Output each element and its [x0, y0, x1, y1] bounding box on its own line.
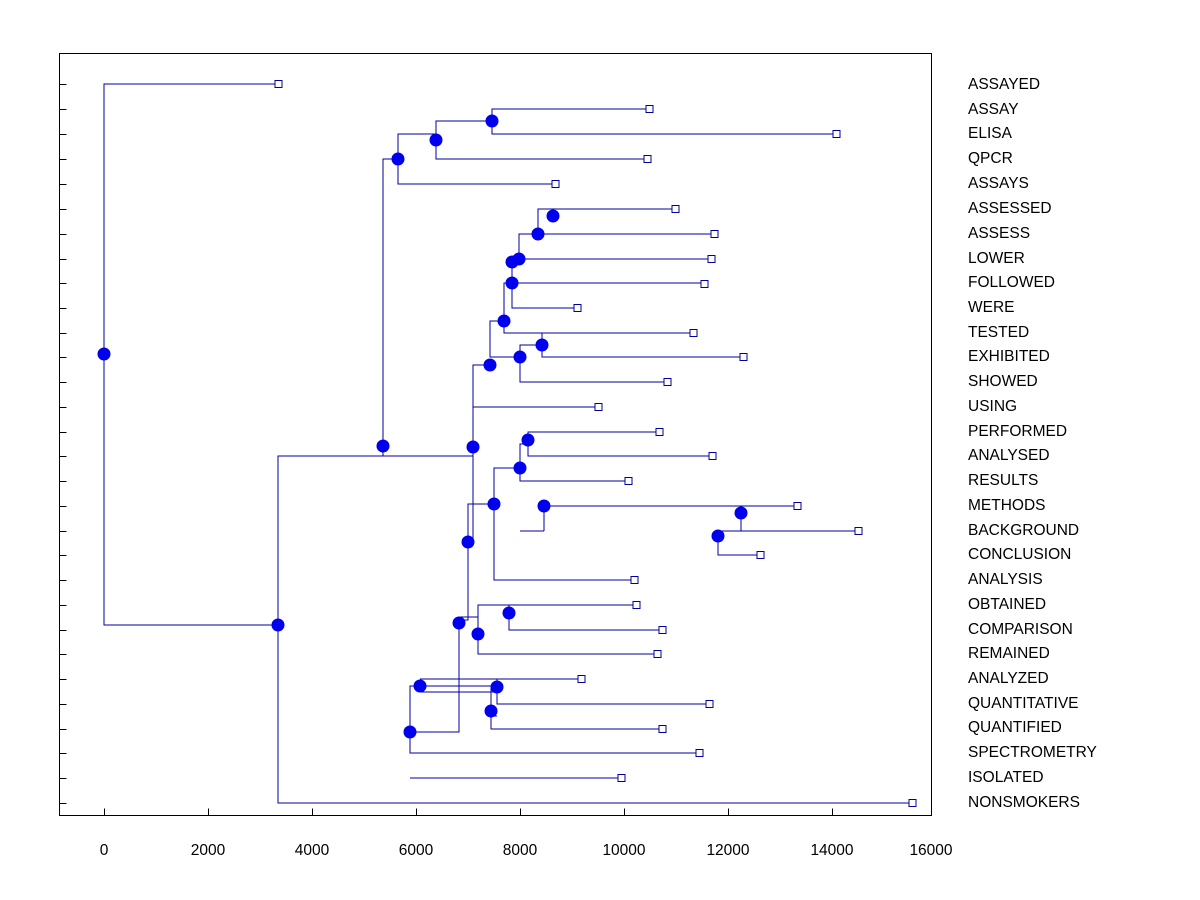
leaf-label-performed: PERFORMED — [968, 423, 1068, 440]
leaf-marker — [696, 750, 703, 757]
x-tick-label: 2000 — [190, 842, 226, 859]
leaf-label-spectrometry: SPECTROMETRY — [968, 744, 1097, 761]
merge-node — [392, 153, 405, 166]
leaf-marker — [574, 305, 581, 312]
merge-node — [538, 500, 551, 513]
x-tick-label: 12000 — [706, 842, 750, 859]
leaf-marker — [618, 775, 625, 782]
merge-node — [488, 498, 501, 511]
leaf-marker — [659, 627, 666, 634]
merge-node — [486, 115, 499, 128]
merge-node — [514, 462, 527, 475]
leaf-marker — [706, 701, 713, 708]
x-tick-label: 8000 — [502, 842, 538, 859]
merge-node — [272, 619, 285, 632]
leaf-marker — [708, 256, 715, 263]
leaf-label-isolated: ISOLATED — [968, 769, 1044, 786]
leaf-marker — [625, 478, 632, 485]
leaf-marker — [654, 651, 661, 658]
x-tick-label: 14000 — [810, 842, 854, 859]
leaf-marker — [701, 281, 708, 288]
leaf-marker — [578, 676, 585, 683]
merge-node — [414, 680, 427, 693]
leaf-marker — [656, 429, 663, 436]
leaf-label-assessed: ASSESSED — [968, 200, 1052, 217]
merge-node — [506, 277, 519, 290]
leaf-label-showed: SHOWED — [968, 373, 1038, 390]
merge-node — [472, 628, 485, 641]
leaf-marker — [833, 131, 840, 138]
merge-node — [467, 441, 480, 454]
leaf-label-using: USING — [968, 398, 1018, 415]
leaf-label-analysis: ANALYSIS — [968, 571, 1043, 588]
leaf-label-quantified: QUANTIFIED — [968, 719, 1062, 736]
merge-node — [735, 507, 748, 520]
leaf-marker — [690, 330, 697, 337]
merge-node — [484, 359, 497, 372]
leaf-marker — [633, 602, 640, 609]
leaf-label-conclusion: CONCLUSION — [968, 546, 1072, 563]
leaf-marker — [672, 206, 679, 213]
merge-node — [712, 530, 725, 543]
leaf-marker — [646, 106, 653, 113]
leaf-marker — [659, 726, 666, 733]
x-tick-label: 0 — [99, 842, 109, 859]
merge-node — [536, 339, 549, 352]
merge-node — [404, 726, 417, 739]
leaf-marker — [757, 552, 764, 559]
leaf-marker — [794, 503, 801, 510]
leaf-label-obtained: OBTAINED — [968, 596, 1047, 613]
merge-node — [503, 607, 516, 620]
leaf-marker — [275, 81, 282, 88]
leaf-label-nonsmokers: NONSMOKERS — [968, 794, 1080, 811]
x-tick-label: 6000 — [398, 842, 434, 859]
merge-node — [522, 434, 535, 447]
merge-node — [498, 315, 511, 328]
merge-node — [491, 681, 504, 694]
merge-node — [513, 253, 526, 266]
leaf-label-exhibited: EXHIBITED — [968, 348, 1050, 365]
leaf-label-results: RESULTS — [968, 472, 1039, 489]
merge-node — [98, 348, 111, 361]
leaf-label-tested: TESTED — [968, 324, 1030, 341]
leaf-marker — [711, 231, 718, 238]
leaf-marker — [552, 181, 559, 188]
leaf-label-comparison: COMPARISON — [968, 621, 1073, 638]
leaf-label-followed: FOLLOWED — [968, 274, 1055, 291]
leaf-label-background: BACKGROUND — [968, 522, 1080, 539]
leaf-marker — [709, 453, 716, 460]
leaf-label-assays: ASSAYS — [968, 175, 1029, 192]
leaf-label-analysed: ANALYSED — [968, 447, 1050, 464]
merge-node — [547, 210, 560, 223]
leaf-marker — [664, 379, 671, 386]
leaf-label-assay: ASSAY — [968, 101, 1019, 118]
merge-node — [377, 440, 390, 453]
leaf-label-were: WERE — [968, 299, 1015, 316]
leaf-marker — [909, 800, 916, 807]
leaf-label-qpcr: QPCR — [968, 150, 1013, 167]
leaf-marker — [595, 404, 602, 411]
x-tick-label: 4000 — [294, 842, 330, 859]
leaf-marker — [855, 528, 862, 535]
leaf-marker — [740, 354, 747, 361]
leaf-marker — [631, 577, 638, 584]
leaf-label-lower: LOWER — [968, 250, 1025, 267]
leaf-label-assayed: ASSAYED — [968, 76, 1041, 93]
merge-node — [485, 705, 498, 718]
leaf-label-quantitative: QUANTITATIVE — [968, 695, 1079, 712]
plot-frame — [60, 54, 932, 816]
leaf-label-analyzed: ANALYZED — [968, 670, 1049, 687]
leaf-label-assess: ASSESS — [968, 225, 1031, 242]
merge-node — [462, 536, 475, 549]
leaf-marker — [644, 156, 651, 163]
leaf-label-methods: METHODS — [968, 497, 1046, 514]
x-tick-label: 16000 — [909, 842, 953, 859]
merge-node — [430, 134, 443, 147]
leaf-label-elisa: ELISA — [968, 125, 1012, 142]
merge-node — [514, 351, 527, 364]
leaf-label-remained: REMAINED — [968, 645, 1050, 662]
merge-node — [453, 617, 466, 630]
merge-node — [532, 228, 545, 241]
x-tick-label: 10000 — [602, 842, 646, 859]
